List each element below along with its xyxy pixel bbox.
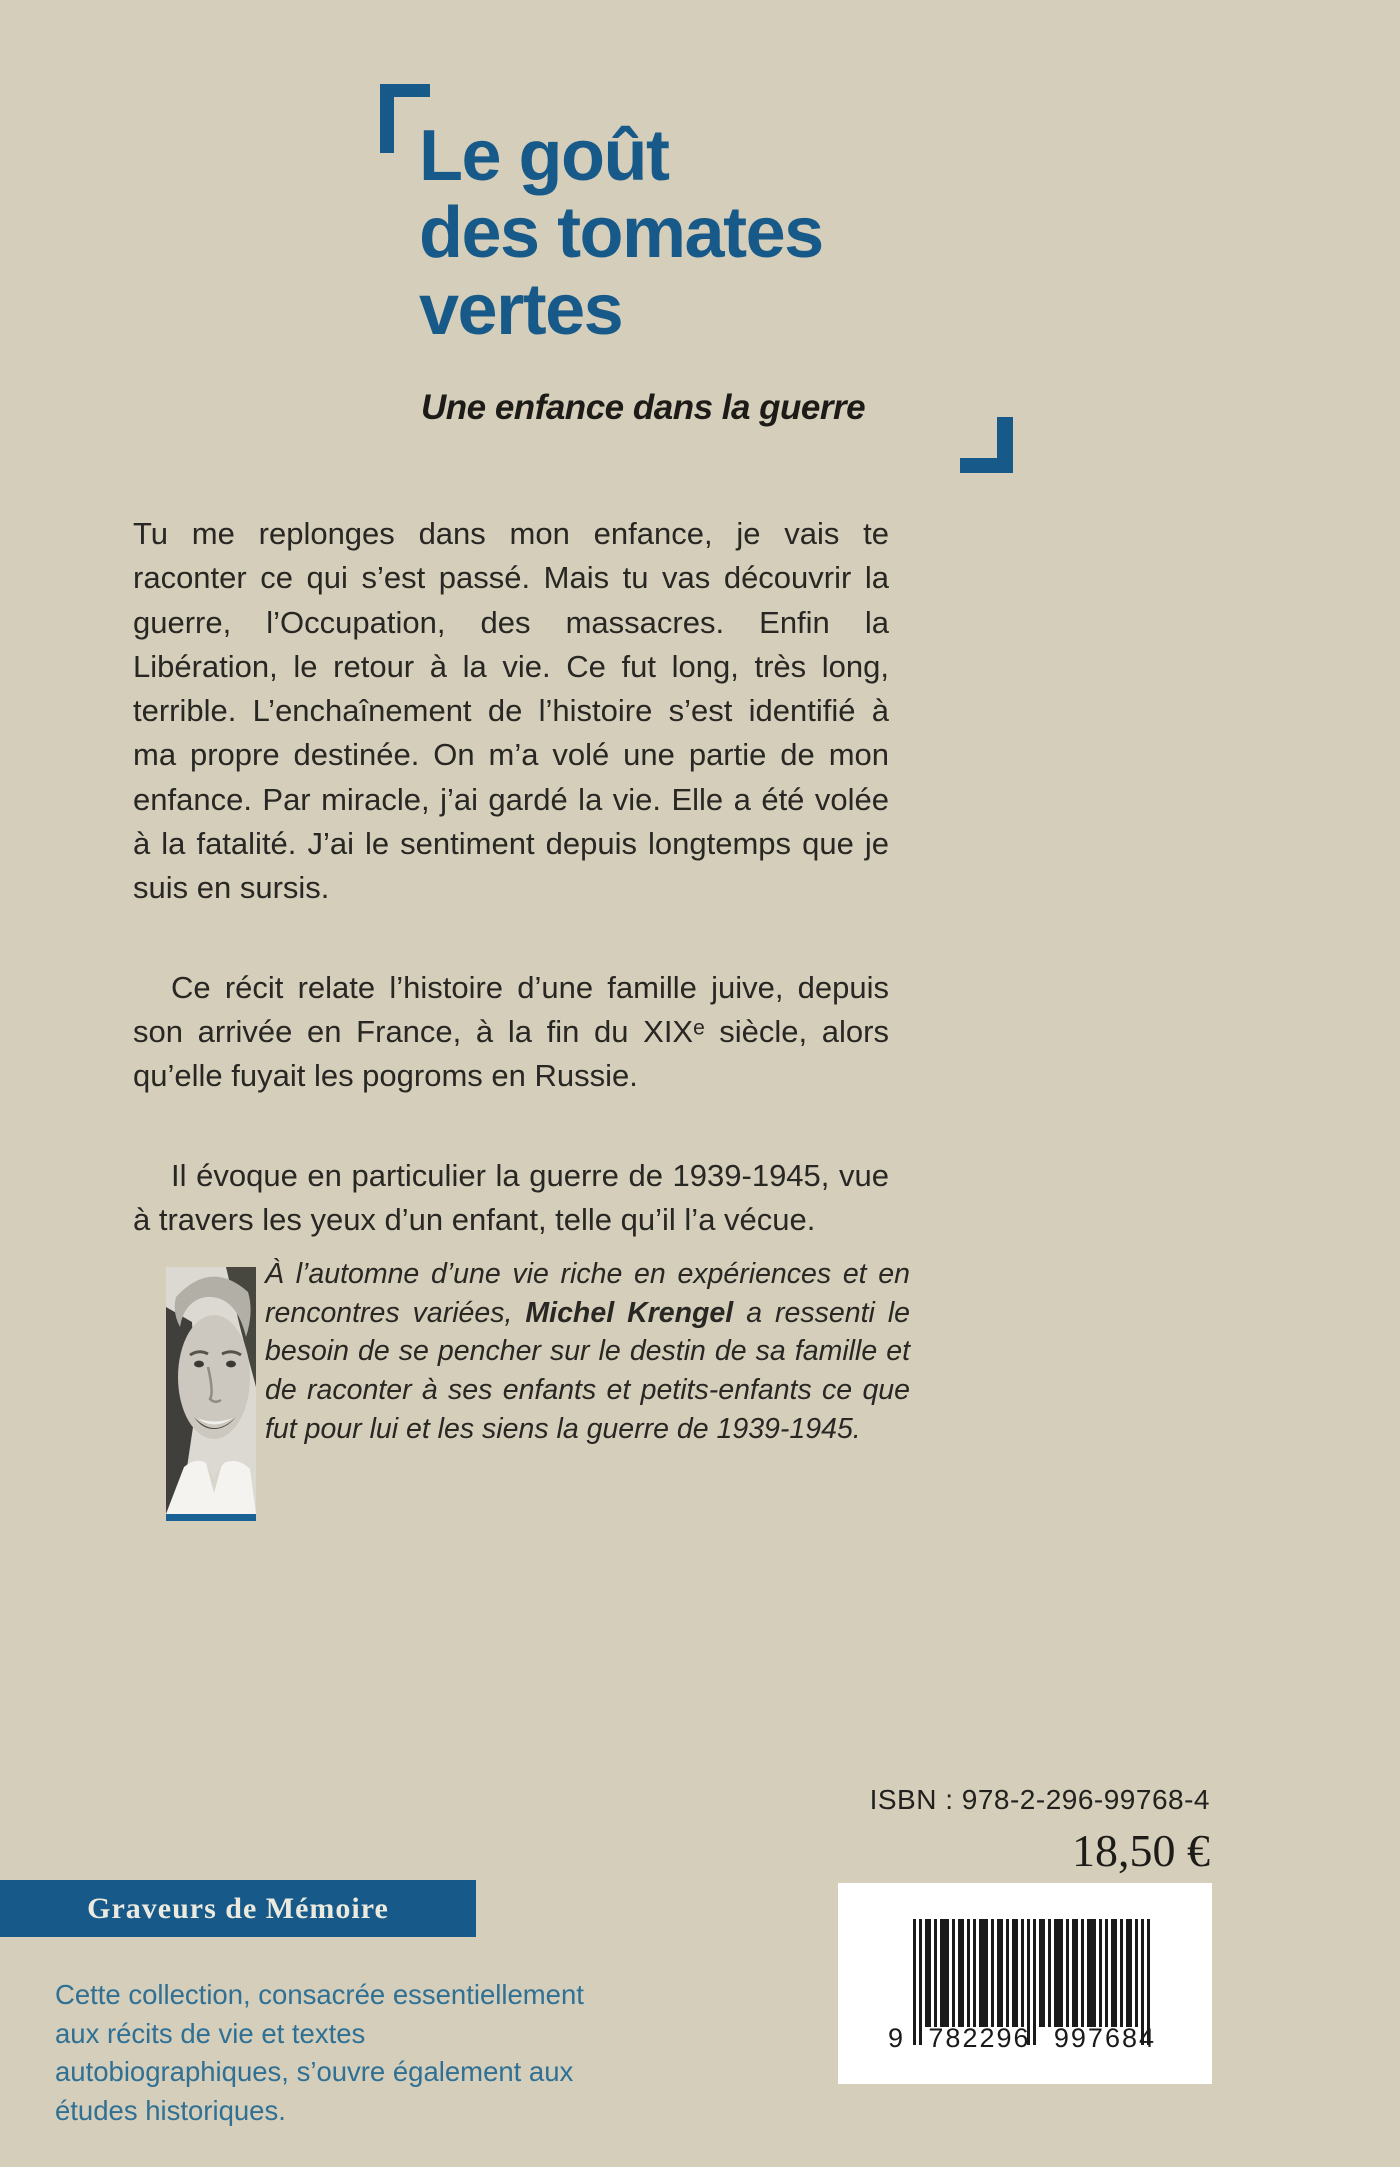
isbn-text: ISBN : 978-2-296-99768-4 — [869, 1784, 1210, 1815]
summary-paragraph: Il évoque en particulier la guerre de 1939-1945, vue à travers les yeux d’un enfant, telle qu’il l’a vécue. — [133, 1157, 889, 1237]
summary-paragraph: Ce récit relate l’histoire d’une famille juive, depuis son arrivée en France, à la fin du XIXᵉ siècle, alors qu’elle fuyait les pogroms en Russie. — [133, 969, 889, 1094]
author-bio — [265, 1255, 910, 1449]
barcode-group2: 997684 — [1053, 2023, 1156, 2053]
back-cover-text — [133, 512, 889, 1297]
bio-text-before: À l’automne d’une vie riche en expériences et en rencontres variées, — [265, 1258, 910, 1329]
excerpt-paragraph: Tu me replonges dans mon enfance, je vais te raconter ce qui s’est passé. Mais tu vas découvrir la guerre, l’Occupation, des massacres. Enfin la Libération, le retour à la vie. Ce fut long, très long, terrible. L’enchaînement de l’histoire s’est identifié à ma propre destinée. On m’a volé une partie de mon enfance. Par miracle, j’ai gardé la vie. Elle a été volée à la fatalité. J’ai le sentiment depuis longtemps que je suis en sursis. — [133, 516, 889, 906]
book-title-line: Le goût — [419, 116, 669, 196]
barcode-prefix: 9 — [888, 2023, 906, 2053]
author-photo — [166, 1267, 256, 1521]
photo-underline-bar — [166, 1514, 256, 1521]
price-text: 18,50 € — [1072, 1825, 1210, 1876]
barcode — [838, 1883, 1212, 2084]
collection-banner-label: Graveurs de Mémoire — [87, 1891, 389, 1925]
bio-text-after: a ressenti le besoin de se pencher sur le destin de sa famille et de raconter à ses enfants et petits-enfants ce que fut pour lui et les siens la guerre de 1939-1945. — [265, 1296, 911, 1445]
book-subtitle: Une enfance dans la guerre — [421, 388, 866, 427]
barcode-number — [888, 2023, 1156, 2054]
book-title — [419, 118, 823, 349]
corner-bracket-bottom-right-icon — [960, 417, 1013, 473]
collection-description: Cette collection, consacrée essentiellement aux récits de vie et textes autobiographiques, s’ouvre également aux études historiques. — [55, 1979, 584, 2126]
book-title-line: vertes — [419, 270, 623, 350]
author-name: Michel Krengel — [525, 1296, 734, 1329]
book-title-line: des tomates — [419, 193, 823, 273]
barcode-group1: 782296 — [928, 2023, 1031, 2053]
author-portrait-image — [166, 1267, 256, 1514]
collection-banner — [0, 1880, 476, 1937]
